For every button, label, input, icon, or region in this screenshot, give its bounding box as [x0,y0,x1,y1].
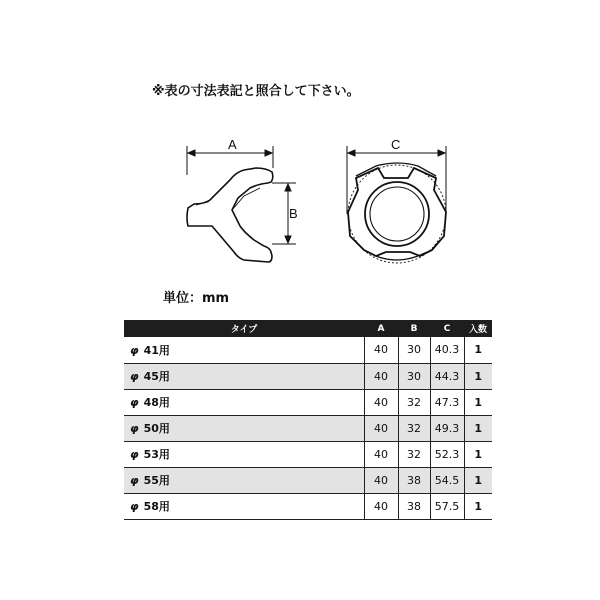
cell-c: 44.3 [430,363,464,389]
cell-c: 47.3 [430,389,464,415]
cell-b: 30 [398,363,430,389]
phi-symbol: φ [130,396,139,409]
cell-a: 40 [364,441,398,467]
cell-a: 40 [364,363,398,389]
cell-qty: 1 [464,389,492,415]
table-row [124,441,492,467]
cell-a: 40 [364,467,398,493]
header-type: タイプ [124,320,364,337]
cell-b: 32 [398,415,430,441]
cell-a: 40 [364,493,398,519]
type-cell [124,415,364,441]
type-size: 55 [143,474,159,487]
phi-symbol: φ [130,500,139,513]
header-b: B [398,320,430,337]
cell-c: 40.3 [430,337,464,363]
phi-symbol: φ [130,422,139,435]
table-row [124,415,492,441]
header-qty: 入数 [464,320,492,337]
wrench-side-view [187,168,273,262]
cell-b: 32 [398,441,430,467]
label-c: C [391,137,401,152]
type-size: 53 [143,448,159,461]
cell-a: 40 [364,389,398,415]
cell-a: 40 [364,337,398,363]
type-cell [124,493,364,519]
type-cell [124,467,364,493]
dimension-c [347,146,446,214]
table-row [124,493,492,519]
phi-symbol: φ [130,343,139,357]
type-suffix: 用 [158,500,170,513]
table-row [124,467,492,493]
table-row [124,337,492,363]
type-suffix: 用 [158,396,170,409]
size-table [124,320,492,520]
type-suffix: 用 [158,448,170,461]
header-a: A [364,320,398,337]
cell-qty: 1 [464,441,492,467]
phi-symbol: φ [130,370,139,383]
type-cell [124,363,364,389]
cell-c: 54.5 [430,467,464,493]
cell-c: 57.5 [430,493,464,519]
type-size: 50 [143,422,159,435]
cell-qty: 1 [464,337,492,363]
header-c: C [430,320,464,337]
type-size: 41 [143,343,159,357]
type-size: 45 [143,370,159,383]
table-row [124,389,492,415]
table-header-row [124,320,492,337]
cell-a: 40 [364,415,398,441]
unit-label: 単位：mm [163,291,230,306]
type-cell [124,441,364,467]
table-row [124,363,492,389]
cell-c: 52.3 [430,441,464,467]
instruction-note: ※表の寸法表記と照合して下さい。 [152,84,360,99]
cell-b: 38 [398,493,430,519]
type-suffix: 用 [158,474,170,487]
type-size: 48 [143,396,159,409]
type-suffix: 用 [158,370,170,383]
cell-b: 30 [398,337,430,363]
cell-b: 32 [398,389,430,415]
cell-qty: 1 [464,467,492,493]
cell-c: 49.3 [430,415,464,441]
cell-qty: 1 [464,493,492,519]
wrench-front-view [348,163,446,263]
type-size: 58 [143,500,159,513]
cell-qty: 1 [464,415,492,441]
phi-symbol: φ [130,448,139,461]
type-cell [124,337,364,363]
type-suffix: 用 [158,343,170,357]
phi-symbol: φ [130,474,139,487]
label-b: B [289,206,298,221]
label-a: A [228,137,237,152]
cell-qty: 1 [464,363,492,389]
type-cell [124,389,364,415]
type-suffix: 用 [158,422,170,435]
cell-b: 38 [398,467,430,493]
